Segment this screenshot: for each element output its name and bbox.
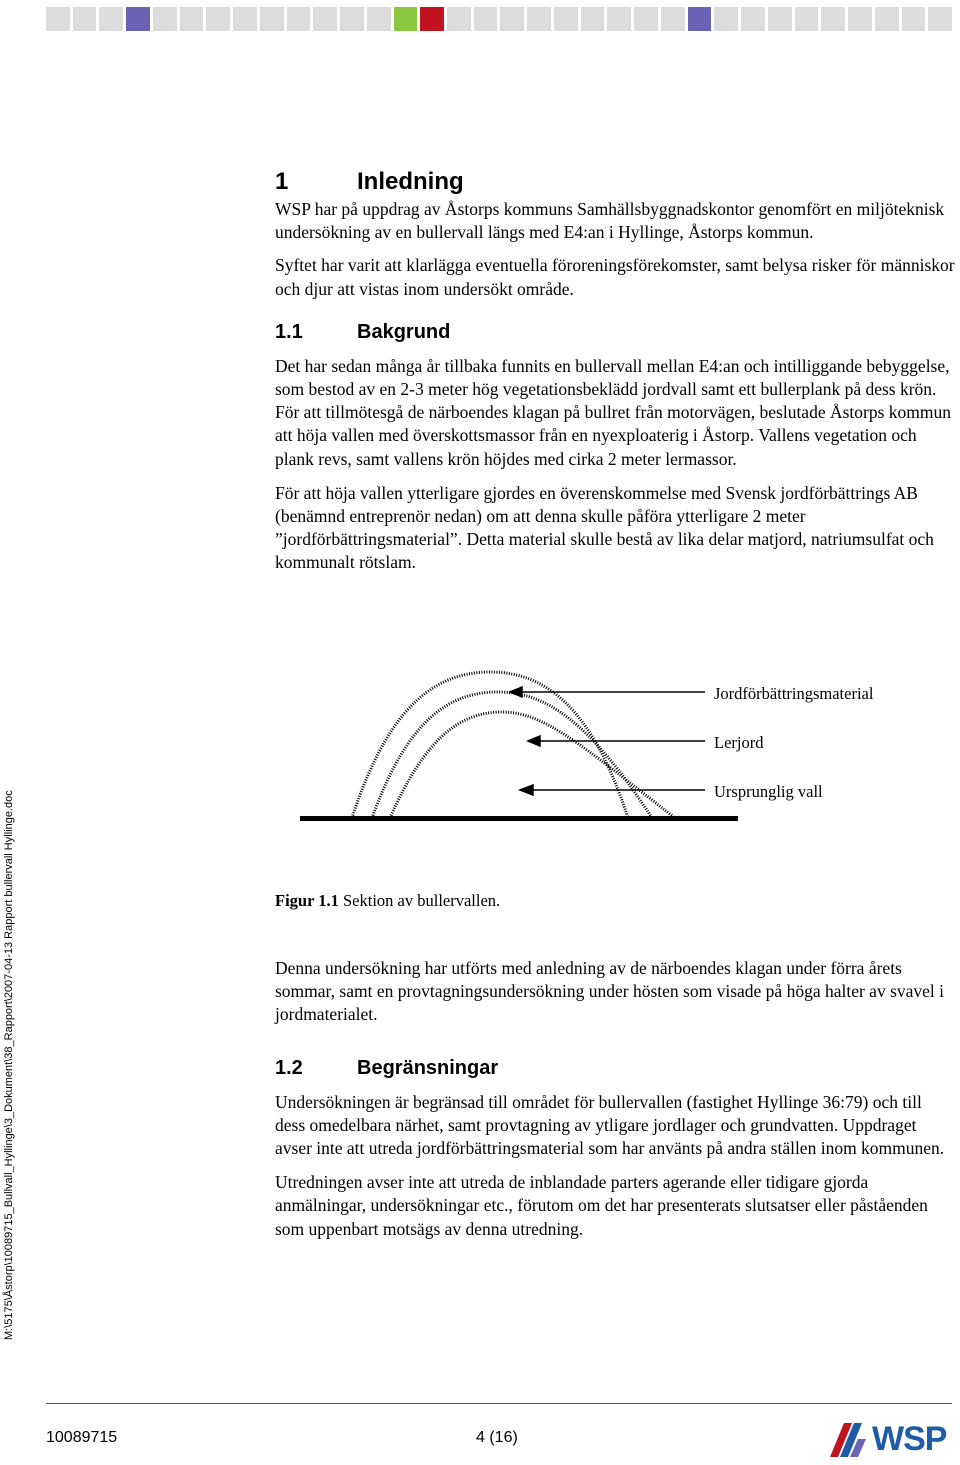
heading-section-1-1 xyxy=(275,321,955,344)
color-square xyxy=(367,7,391,31)
color-square xyxy=(688,7,712,31)
footer-page-number: 4 (16) xyxy=(476,1429,518,1446)
paragraph: WSP har på uppdrag av Åstorps kommuns Samhällsbyggnadskontor genomfört en miljöteknisk undersökning av en bullervall längs med E4:an i Hyllinge, Åstorps kommun. xyxy=(275,199,945,243)
heading-number: 1.2 xyxy=(275,1056,303,1079)
color-square xyxy=(902,7,926,31)
arrow-outer xyxy=(510,687,705,697)
color-square xyxy=(581,7,605,31)
caption-text: Sektion av bullervallen. xyxy=(338,891,501,910)
color-square xyxy=(233,7,257,31)
label-middle-layer: Lerjord xyxy=(714,733,764,752)
color-square xyxy=(153,7,177,31)
color-square xyxy=(447,7,471,31)
color-square xyxy=(527,7,551,31)
cross-section-figure xyxy=(290,660,930,840)
color-square xyxy=(474,7,498,31)
file-path-margin-text: M:\5175\Åstorp\10089715_Bullvall_Hyllinge\3_Dokument\38_Rapport\2007-04-13 Rapport bullervall Hyllinge.doc xyxy=(3,790,15,1340)
heading-title: Bakgrund xyxy=(357,320,451,343)
arrow-inner xyxy=(520,785,705,795)
arrow-middle xyxy=(528,736,705,746)
color-square xyxy=(313,7,337,31)
outer-mound-layer xyxy=(352,672,628,818)
paragraph: Denna undersökning har utförts med anledning av de närboendes klagan under förra årets sommar, samt en provtagningsundersökning under hösten som visade på höga halter av svavel i jordmaterialet. xyxy=(275,958,945,1025)
wsp-logo-text: WSP xyxy=(872,1419,947,1458)
document-body xyxy=(275,150,955,575)
color-square xyxy=(634,7,658,31)
paragraph: Undersökningen är begränsad till området för bullervallen (fastighet Hyllinge 36:79) och till dess omedelbara närhet, samt provtagning av ytligare jordlager och grundvatten. Uppdraget avser inte att utreda jordförbättringsmaterial som har använts på andra ställen inom kommunen. xyxy=(275,1091,945,1159)
color-square xyxy=(126,7,150,31)
color-square xyxy=(607,7,631,31)
caption-label: Figur 1.1 xyxy=(275,891,339,910)
color-square xyxy=(420,7,444,31)
footer-divider xyxy=(46,1403,952,1404)
document-body-lower xyxy=(275,957,955,1241)
heading-number: 1.1 xyxy=(275,320,303,343)
color-square xyxy=(500,7,524,31)
color-square xyxy=(340,7,364,31)
figure-caption xyxy=(275,891,500,911)
heading-number: 1 xyxy=(275,168,289,195)
color-square xyxy=(180,7,204,31)
color-square xyxy=(768,7,792,31)
color-square xyxy=(206,7,230,31)
heading-section-1 xyxy=(275,150,955,196)
label-inner-layer: Ursprunglig vall xyxy=(714,782,823,801)
color-square xyxy=(795,7,819,31)
color-square xyxy=(848,7,872,31)
heading-title: Inledning xyxy=(357,168,464,195)
paragraph: Utredningen avser inte att utreda de inblandade parters agerande eller tidigare gjorda anmälningar, undersökningar etc., förutom om det har presenterats slutsatser eller påståenden som uppenbart motsägs av denna utredning. xyxy=(275,1172,928,1239)
color-square xyxy=(741,7,765,31)
paragraph: Syftet har varit att klarlägga eventuella föroreningsförekomster, samt belysa risker för människor och djur att vistas inom undersökt område. xyxy=(275,255,955,299)
inner-mound-layer xyxy=(390,712,675,818)
footer-doc-number: 10089715 xyxy=(46,1429,118,1446)
color-square xyxy=(875,7,899,31)
middle-mound-layer xyxy=(372,692,652,818)
color-square xyxy=(714,7,738,31)
wsp-logo-mark-icon xyxy=(828,1419,868,1459)
header-color-bar xyxy=(46,7,952,31)
color-square xyxy=(394,7,418,31)
ground-line xyxy=(300,816,738,821)
heading-section-1-2 xyxy=(275,1057,955,1080)
color-square xyxy=(287,7,311,31)
color-square xyxy=(260,7,284,31)
paragraph: För att höja vallen ytterligare gjordes en överenskommelse med Svensk jordförbättrings AB (benämnd entreprenör nedan) om att denna skulle påföra ytterligare 2 meter ”jordförbättringsmaterial”. Detta material skulle bestå av lika delar matjord, natriumsulfat och kommunalt rötslam. xyxy=(275,482,934,573)
heading-title: Begränsningar xyxy=(357,1056,499,1079)
color-square xyxy=(99,7,123,31)
wsp-logo xyxy=(828,1417,956,1461)
color-square xyxy=(821,7,845,31)
color-square xyxy=(46,7,70,31)
color-square xyxy=(928,7,952,31)
paragraph: Det har sedan många år tillbaka funnits en bullervall mellan E4:an och intilliggande bebyggelse, som bestod av en 2-3 meter hög vegetationsbeklädd jordvall samt ett bullerplank på dess krön. För att tillmötesgå de närboendes klagan på bullret från motorvägen, beslutade Åstorps kommun att höja vallen med överskottsmassor från en nyexploaterig i Åstorp. Vallens vegetation och plank revs, samt vallens krön höjdes med cirka 2 meter lermassor. xyxy=(275,355,952,469)
color-square xyxy=(73,7,97,31)
color-square xyxy=(554,7,578,31)
color-square xyxy=(661,7,685,31)
label-outer-layer: Jordförbättringsmaterial xyxy=(714,684,874,703)
